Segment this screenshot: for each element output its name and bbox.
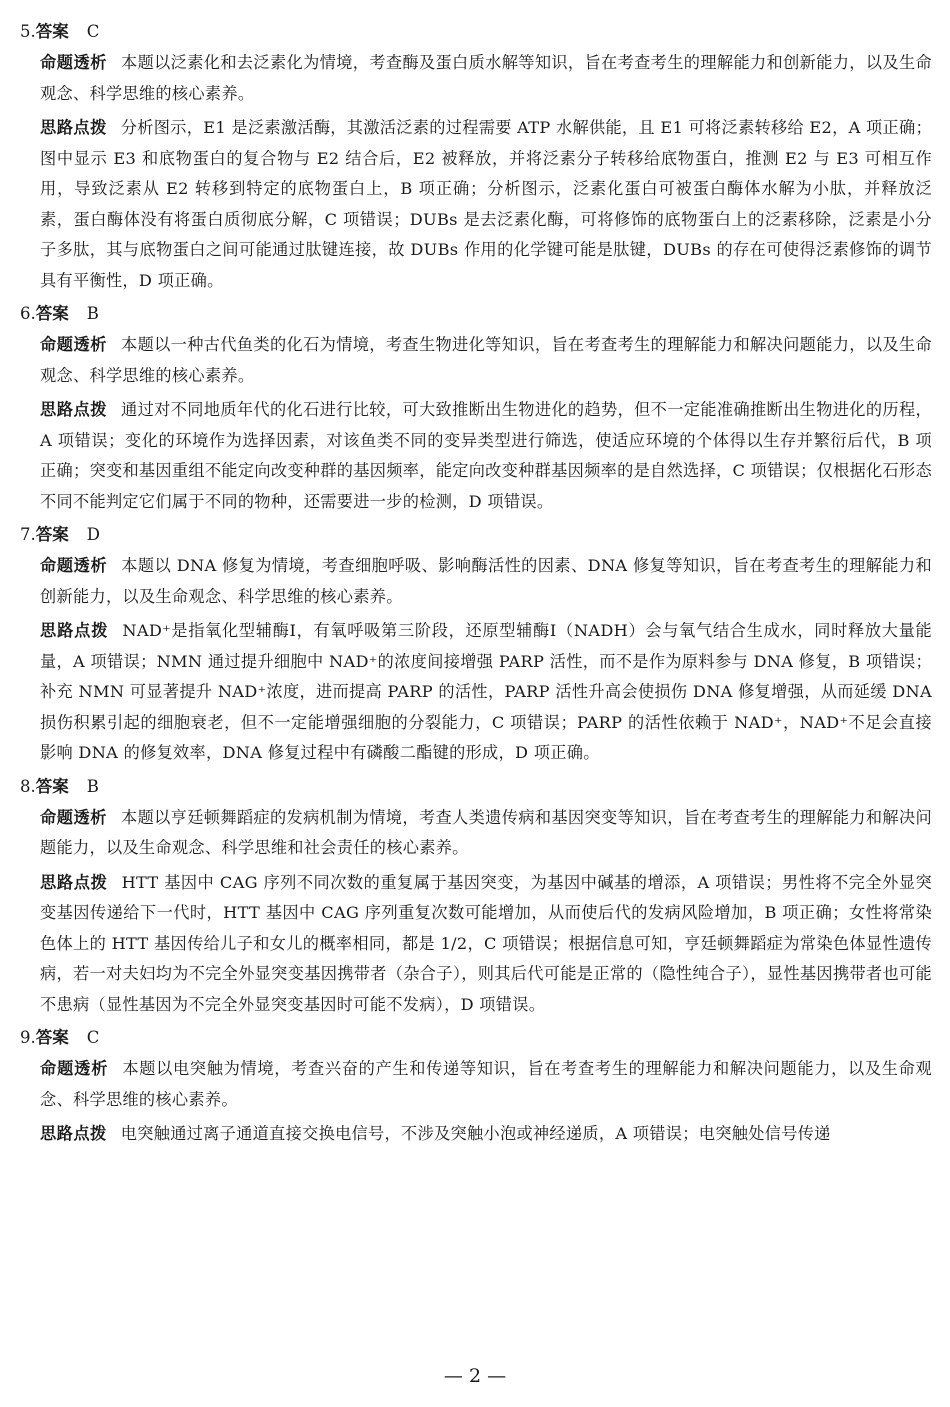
question-6 <box>20 300 932 517</box>
answer-line <box>20 300 932 330</box>
analysis-label: 命题透析 <box>40 1059 109 1078</box>
hint-label: 思路点拨 <box>40 400 108 419</box>
analysis-paragraph <box>40 48 932 109</box>
hint-paragraph <box>40 868 932 1021</box>
hint-text: NAD⁺是指氧化型辅酶Ⅰ，有氧呼吸第三阶段，还原型辅酶Ⅰ（NADH）会与氧气结合生成水，同时释放大量能量，A 项错误；NMN 通过提升细胞中 NAD⁺的浓度间接增强 PARP 活性，而不是作为原料参与 DNA 修复，B 项错误；补充 NMN 可显著提升 NAD⁺浓度，进而提高 PARP 的活性，PARP 活性升高会使损伤 DNA 修复增强，从而延缓 DNA 损伤积累引起的细胞衰老，但不一定能增强细胞的分裂能力，C 项错误；PARP 的活性依赖于 NAD⁺，NAD⁺不足会直接影响 DNA 的修复效率，DNA 修复过程中有磷酸二酯键的形成，D 项正确。 <box>40 621 933 762</box>
hint-paragraph <box>40 1119 932 1150</box>
hint-label: 思路点拨 <box>40 621 109 640</box>
question-5 <box>20 18 932 296</box>
answer-line <box>20 521 932 551</box>
question-number: 6. <box>20 304 36 323</box>
analysis-text: 本题以电突触为情境，考查兴奋的产生和传递等知识，旨在考查考生的理解能力和解决问题能力，以及生命观念、科学思维的核心素养。 <box>40 1059 932 1109</box>
hint-text: HTT 基因中 CAG 序列不同次数的重复属于基因突变，为基因中碱基的增添，A 项错误；男性将不完全外显突变基因传递给下一代时，HTT 基因中 CAG 序列重复次数可能增加，从而使后代的发病风险增加，B 项正确；女性将常染色体上的 HTT 基因传给儿子和女儿的概率相同，都是 1/2，C 项错误；根据信息可知，亨廷顿舞蹈症为常染色体显性遗传病，若一对夫妇均为不完全外显突变基因携带者（杂合子），则其后代可能是正常的（隐性纯合子），显性基因携带者也可能不患病（显性基因为不完全外显突变基因时可能不发病），D 项错误。 <box>40 872 933 1014</box>
answer-label: 答案 <box>35 776 69 796</box>
page-number: — 2 — <box>443 1365 507 1387</box>
question-9 <box>20 1024 932 1150</box>
question-number: 7. <box>20 525 36 544</box>
answer-value: C <box>86 1028 100 1047</box>
hint-label: 思路点拨 <box>40 1124 107 1143</box>
analysis-label: 命题透析 <box>40 556 108 575</box>
hint-text: 分析图示，E1 是泛素激活酶，其激活泛素的过程需要 ATP 水解供能，且 E1 可将泛素转移给 E2，A 项正确；图中显示 E3 和底物蛋白的复合物与 E2 结合后，E2 被释放，并将泛素分子转移给底物蛋白，推测 E2 与 E3 可相互作用，导致泛素从 E2 转移到特定的底物蛋白上，B 项正确；分析图示，泛素化蛋白可被蛋白酶体水解为小肽，并释放泛素，蛋白酶体没有将蛋白质彻底分解，C 项错误；DUBs 是去泛素化酶，可将修饰的底物蛋白上的泛素移除，泛素是小分子多肽，其与底物蛋白之间可能通过肽键连接，故 DUBs 作用的化学键可能是肽键，DUBs 的存在可使得泛素修饰的调节具有平衡性，D 项正确。 <box>40 118 932 290</box>
hint-paragraph <box>40 616 932 769</box>
answer-label: 答案 <box>35 22 69 41</box>
question-number: 8. <box>20 776 36 796</box>
answer-value: D <box>86 525 100 544</box>
analysis-paragraph <box>40 1054 932 1115</box>
hint-label: 思路点拨 <box>40 118 107 137</box>
answer-line <box>20 1024 932 1054</box>
answer-label: 答案 <box>35 304 69 323</box>
hint-paragraph <box>40 113 932 296</box>
analysis-paragraph <box>40 551 932 612</box>
analysis-text: 本题以泛素化和去泛素化为情境，考查酶及蛋白质水解等知识，旨在考查考生的理解能力和创新能力，以及生命观念、科学思维的核心素养。 <box>40 53 932 103</box>
hint-paragraph <box>40 395 932 517</box>
question-8 <box>20 773 932 1021</box>
analysis-text: 本题以一种古代鱼类的化石为情境，考查生物进化等知识，旨在考查考生的理解能力和解决问题能力，以及生命观念、科学思维的核心素养。 <box>40 335 932 385</box>
question-number: 9. <box>20 1028 36 1047</box>
hint-text: 通过对不同地质年代的化石进行比较，可大致推断出生物进化的趋势，但不一定能准确推断出生物进化的历程，A 项错误；变化的环境作为选择因素，对该鱼类不同的变异类型进行筛选，使适应环境的个体得以生存并繁衍后代，B 项正确；突变和基因重组不能定向改变种群的基因频率，能定向改变种群基因频率的是自然选择，C 项错误；仅根据化石形态不同不能判定它们属于不同的物种，还需要进一步的检测，D 项错误。 <box>40 400 932 511</box>
analysis-paragraph <box>40 803 932 864</box>
answer-label: 答案 <box>35 1028 69 1047</box>
analysis-label: 命题透析 <box>40 807 108 827</box>
answer-value: C <box>86 22 100 41</box>
answer-label: 答案 <box>35 525 69 544</box>
question-7 <box>20 521 932 769</box>
answer-line <box>20 773 932 803</box>
analysis-text: 本题以 DNA 修复为情境，考查细胞呼吸、影响酶活性的因素、DNA 修复等知识，旨在考查考生的理解能力和创新能力，以及生命观念、科学思维的核心素养。 <box>40 556 932 606</box>
answer-line <box>20 18 932 48</box>
hint-label: 思路点拨 <box>40 872 108 892</box>
question-number: 5. <box>20 22 36 41</box>
analysis-text: 本题以亨廷顿舞蹈症的发病机制为情境，考查人类遗传病和基因突变等知识，旨在考查考生的理解能力和解决问题能力，以及生命观念、科学思维和社会责任的核心素养。 <box>40 807 932 857</box>
hint-text: 电突触通过离子通道直接交换电信号，不涉及突触小泡或神经递质，A 项错误；电突触处信号传递 <box>120 1124 831 1143</box>
answer-value: B <box>86 304 99 323</box>
answer-value: B <box>86 776 99 796</box>
analysis-label: 命题透析 <box>40 335 108 354</box>
analysis-label: 命题透析 <box>40 53 108 72</box>
answer-page <box>20 18 932 1154</box>
analysis-paragraph <box>40 330 932 391</box>
